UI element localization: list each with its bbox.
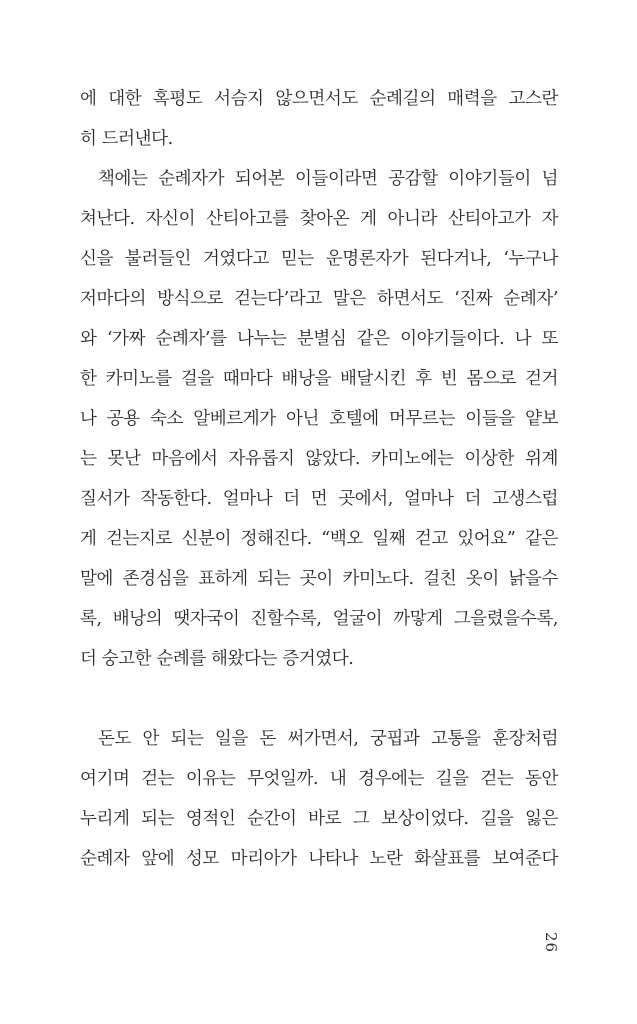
text-line: 누리게 되는 영적인 순간이 바로 그 보상이었다. 길을 잃은 (80, 809, 558, 829)
text-line: 게 걷는지로 신분이 정해진다. “백오 일째 걷고 있어요” 같은 (80, 529, 558, 549)
text-line: 히 드러낸다. (80, 129, 173, 149)
text-line: 와 ‘가짜 순례자’를 나누는 분별심 같은 이야기들이다. 나 또 (80, 329, 558, 349)
text-line: 신을 불러들인 거였다고 믿는 운명론자가 된다거나, ‘누구나 (80, 249, 558, 269)
text-line: 여기며 걷는 이유는 무엇일까. 내 경우에는 길을 걷는 동안 (80, 769, 558, 789)
text-line: 나 공용 숙소 알베르게가 아닌 호텔에 머무르는 이들을 얕보 (80, 409, 558, 429)
text-line: 책에는 순례자가 되어본 이들이라면 공감할 이야기들이 넘 (98, 169, 558, 189)
text-line: 질서가 작동한다. 얼마나 더 먼 곳에서, 얼마나 더 고생스럽 (80, 489, 558, 509)
text-line: 돈도 안 되는 일을 돈 써가면서, 궁핍과 고통을 훈장처럼 (98, 729, 558, 749)
text-line: 말에 존경심을 표하게 되는 곳이 카미노다. 걸친 옷이 낡을수 (80, 569, 558, 589)
page-number: 26 (542, 931, 561, 954)
text-line: 는 못난 마음에서 자유롭지 않았다. 카미노에는 이상한 위계 (80, 449, 558, 469)
text-line: 저마다의 방식으로 걷는다’라고 말은 하면서도 ‘진짜 순례자’ (80, 289, 558, 309)
text-line: 록, 배낭의 땟자국이 진할수록, 얼굴이 까맣게 그을렸을수록, (80, 609, 558, 629)
text-line: 더 숭고한 순례를 해왔다는 증거였다. (80, 649, 354, 669)
text-line: 쳐난다. 자신이 산티아고를 찾아온 게 아니라 산티아고가 자 (80, 209, 558, 229)
text-line: 에 대한 혹평도 서슴지 않으면서도 순례길의 매력을 고스란 (80, 89, 558, 109)
text-line: 순례자 앞에 성모 마리아가 나타나 노란 화살표를 보여준다 (80, 849, 558, 869)
text-line: 한 카미노를 걸을 때마다 배낭을 배달시킨 후 빈 몸으로 걷거 (80, 369, 558, 389)
